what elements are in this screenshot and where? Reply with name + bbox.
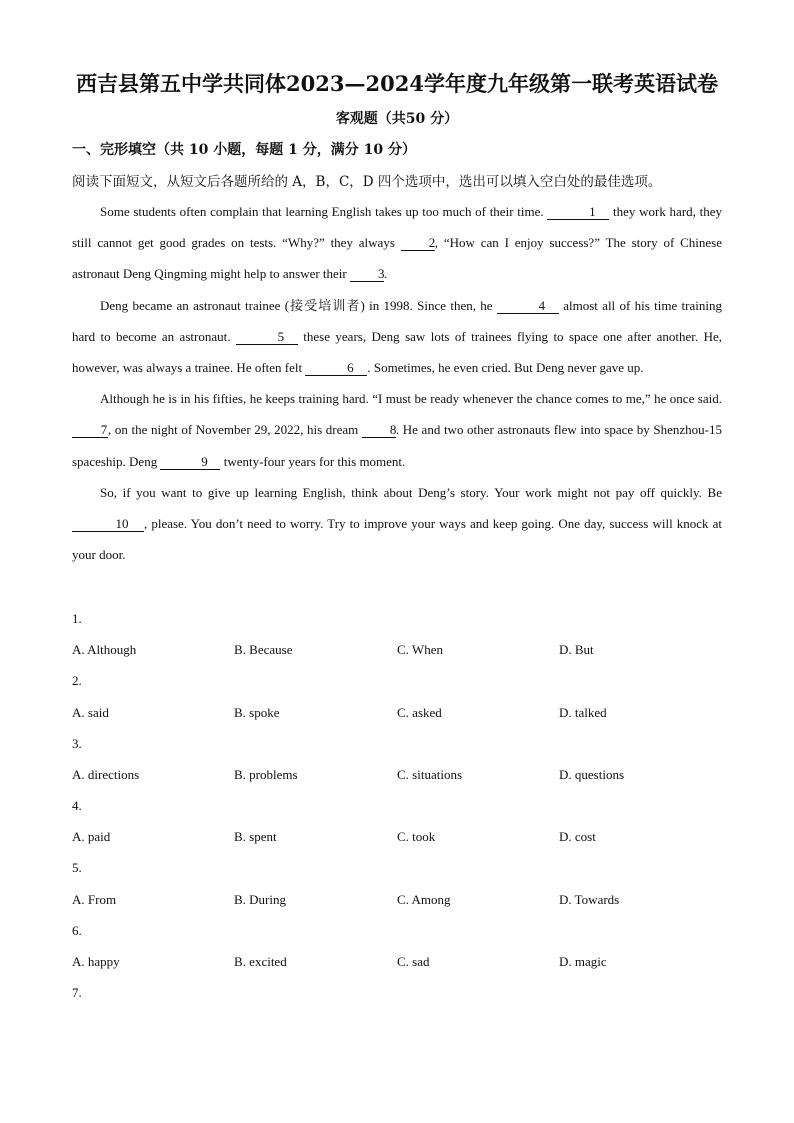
option-b: B. Because: [234, 642, 293, 657]
instruction-text: 阅读下面短文，从短文后各题所给的 A，B，C，D 四个选项中，选出可以填入空白处的最佳选项。: [72, 174, 662, 190]
option-b: B. spoke: [234, 705, 280, 720]
blank-1: 1: [547, 204, 609, 220]
option-d: D. questions: [559, 767, 624, 782]
option-d: D. Towards: [559, 892, 620, 907]
option-d: D. cost: [559, 829, 596, 844]
option-a: A. said: [72, 705, 109, 720]
option-d: D. But: [559, 642, 594, 657]
option-d: D. talked: [559, 705, 607, 720]
blank-7: 7: [72, 422, 108, 438]
option-b: B. problems: [234, 767, 298, 782]
passage-text: , on the night of November 29, 2022, his dream: [108, 422, 362, 438]
passage-text: . Sometimes, he even cried. But Deng never gave up.: [367, 360, 644, 376]
blank-9: 9: [160, 454, 220, 470]
option-c: C. Among: [397, 892, 451, 907]
passage-text: they work hard, they still cannot get good grades on tests. “Why?” they always: [72, 204, 722, 251]
blank-2: 2: [401, 235, 435, 251]
passage-text: , please. You don’t need to worry. Try to improve your ways and keep going. One day, success will knock at your door.: [72, 516, 722, 563]
passage-text: Some students often complain that learning English takes up too much of their time.: [100, 204, 548, 219]
option-a: A. paid: [72, 829, 111, 844]
option-a: A. happy: [72, 954, 120, 969]
passage-text: .: [384, 266, 388, 282]
blank-3: 3: [350, 266, 384, 282]
blank-4: 4: [497, 298, 559, 314]
option-a: A. From: [72, 892, 117, 907]
option-d: D. magic: [559, 954, 607, 969]
question-number: 3.: [72, 736, 82, 751]
option-c: C. When: [397, 642, 443, 657]
question-number: 1.: [72, 611, 82, 626]
option-c: C. took: [397, 829, 436, 844]
option-c: C. sad: [397, 954, 430, 969]
passage-paragraph: [72, 477, 722, 571]
section-subtitle: 客观题（共50 分）: [335, 111, 459, 127]
passage-text: Although he is in his fifties, he keeps training hard. “I must be ready whenever the chance comes to me,” he once said.: [100, 391, 722, 407]
passage-paragraph: [72, 383, 722, 477]
passage-text: So, if you want to give up learning English, think about Deng’s story. Your work might not pay off quickly. Be: [100, 484, 722, 500]
blank-6: 6: [305, 360, 367, 376]
passage-paragraph: [72, 196, 722, 290]
question-number: 6.: [72, 923, 82, 938]
option-c: C. situations: [397, 767, 463, 782]
option-b: B. spent: [234, 829, 277, 844]
exam-title: 西吉县第五中学共同体2023—2024学年度九年级第一联考英语试卷: [76, 71, 718, 96]
question-number: 2.: [72, 673, 82, 688]
blank-10: 10: [72, 516, 144, 532]
passage-text: , “How can I enjoy success?” The story of Chinese astronaut Deng Qingming might help to answer their: [72, 235, 722, 282]
option-a: A. directions: [72, 767, 140, 782]
cloze-passage: [72, 196, 722, 570]
passage-text: Deng became an astronaut trainee (接受培训者) in 1998. Since then, he: [100, 297, 497, 313]
question-number: 7.: [72, 985, 82, 1000]
section-heading: 一、完形填空（共 10 小题，每题 1 分，满分 10 分）: [72, 142, 416, 158]
option-b: B. During: [234, 892, 286, 907]
option-c: C. asked: [397, 705, 442, 720]
passage-paragraph: [72, 290, 722, 384]
question-number: 4.: [72, 798, 82, 813]
passage-text: . He and two other astronauts flew into space by Shenzhou-15 spaceship. Deng: [72, 422, 722, 469]
option-b: B. excited: [234, 954, 287, 969]
passage-text: twenty-four years for this moment.: [220, 453, 406, 469]
passage-text: almost all of his time training hard to become an astronaut.: [72, 297, 722, 344]
passage-text: these years, Deng saw lots of trainees flying to space one after another. He, however, was always a trainee. He often felt: [72, 328, 722, 376]
blank-8: 8: [362, 422, 396, 438]
blank-5: 5: [236, 329, 298, 345]
question-number: 5.: [72, 860, 82, 875]
option-a: A. Although: [72, 642, 137, 657]
